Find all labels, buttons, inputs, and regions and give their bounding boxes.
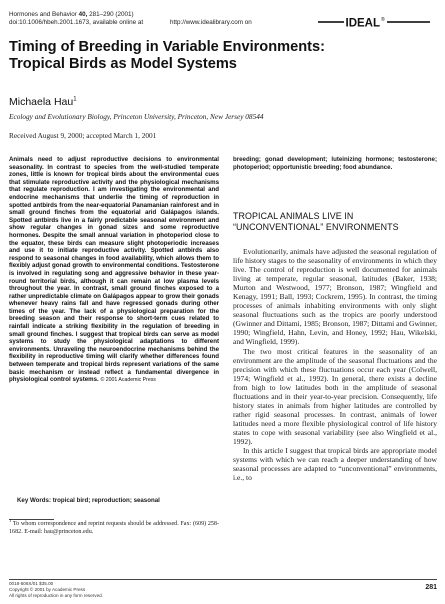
abstract-text: Animals need to adjust reproductive decisions to environmental seasonality. In contrast to species from the well-studied temperate zones, little is known for tropical birds about the environmental cues that stimulate reproductive activity and the physiological mechanisms that regulate reproduction. I am investigating the environmental and endocrine mechanisms that underlie the timing of reproduction in spotted antbirds from the near-equatorial Panamanian rainforest and in small ground finches from the equatorial arid Galápagos islands. Spotted antbirds live in a fairly predictable seasonal environment and show regular changes in gonad sizes and some reproductive hormones. Despite the small annual variation in photoperiod close to the equator, these birds can measure slight photoperiodic increases and use it to initiate reproductive activity. Spotted antbirds also respond to seasonal changes in food availability, which allows them to flexibly adjust gonad growth to environmental conditions. Testosterone is involved in regulating song and aggressive behavior in these year-round territorial birds, although it can remain at low plasma levels throughout the year. In contrast, small ground finches exposed to a rather unpredictable climate on Galápagos appear to grow their gonads whenever heavy rains fall and have regressed gonads during other times of the year. The lack of a physiological preparation for the breeding season and their response to short-term cues related to rainfall indicate a striking flexibility in the regulation of breeding in small ground finches. I suggest that tropical birds can serve as model systems to study the physiological adaptations to different environments. Unraveling the neuroendocrine mechanisms behind the flexibility in reproductive timing will clarify whether differences found between temperate and tropical birds represent variations of the same basic mechanism or instead reflect a fundamental divergence in physiological control systems. — [9, 156, 219, 384]
keywords-continued: breeding; gonad development; luteinizing hormone; testosterone; photoperiod; opportunistic breeding; food abundance. — [233, 156, 437, 171]
logo-registered-mark: ® — [381, 17, 385, 23]
body-text — [233, 247, 437, 482]
logo-text: IDEAL — [345, 17, 380, 29]
footer-divider — [9, 579, 437, 580]
received-dates: Received August 9, 2000; accepted March 1, 2001 — [9, 131, 157, 140]
footnote-divider — [9, 519, 54, 520]
section-heading — [233, 211, 437, 233]
paragraph: Evolutionarily, animals have adjusted the seasonal regulation of life history stages to the seasonality of environments in which they live. The control of reproduction is well documented for animals living at temperate, regular seasonal, latitudes (Baker, 1938; Murton and Westwood, 1977; Bronson, 1987; Wingfield and Kenagy, 1991; Ball, 1993; Cockrem, 1995). In contrast, the timing processes of animals inhabiting environments with only slight seasonal fluctuations such as the tropics are poorly understood (Gwinner and Dittami, 1985; Bronson, 1987; Dittami and Gwinner, 1990; Wingfield, Hahn, Levin, and Honey, 1992; Hau, Wikelski, and Wingfield, 1999). — [233, 247, 437, 347]
footnote-mark: 1 — [9, 518, 12, 523]
footnote-text: To whom correspondence and reprint requests should be addressed. Fax: (609) 258-1682. E-mail: hau@princeton.edu. — [9, 521, 219, 535]
keywords-start: Key Words: tropical bird; reproduction; seasonal — [17, 497, 160, 504]
abstract — [9, 156, 219, 385]
author-footnote-mark: 1 — [73, 96, 77, 103]
affiliation: Ecology and Evolutionary Biology, Princeton University, Princeton, New Jersey 08544 — [9, 112, 264, 121]
title-line: Timing of Breeding in Variable Environments: — [9, 39, 325, 55]
copyright-notice: © 2001 Academic Press — [100, 377, 156, 384]
title-line: Tropical Birds as Model Systems — [9, 56, 237, 72]
paragraph: In this article I suggest that tropical birds are appropriate model systems with which we can reach a deeper understanding of how seasonal processes are adapted to “unconventional” environments, i.e., to — [233, 446, 437, 483]
author — [9, 96, 77, 108]
correspondence-footnote — [9, 518, 219, 536]
heading-line: TROPICAL ANIMALS LIVE IN — [233, 211, 354, 221]
article-title — [9, 39, 429, 73]
page-number: 281 — [425, 584, 437, 591]
paragraph: The two most critical features in the seasonality of an environment are the amplitude of the seasonal fluctuations and the precision with which these fluctuations occur each year (Colwell, 1974; Wingfield et al., 1992). In general, there exists a decline from high to low latitudes both in the amplitude of seasonal fluctuations and in their year-to-year precision. Consequently, life history states in animals from higher latitudes are controlled by rather rigid seasonal processes. In contrast, animals of lower latitudes need a more flexible physiological control of life history states to cope with seasonal variability (see also Wingfield et al., 1992). — [233, 346, 437, 446]
doi-line: doi:10.1006/hbeh.2001.1673, available online at — [9, 19, 144, 26]
publication-info: 0018-506X/01 $35.00 Copyright © 2001 by Academic Press All rights of reproduction in any form reserved. — [9, 581, 103, 598]
library-url: http://www.idealibrary.com on — [170, 19, 252, 26]
journal-citation: Hormones and Behavior 40, 281–290 (2001) — [9, 11, 134, 18]
heading-line: “UNCONVENTIONAL” ENVIRONMENTS — [233, 222, 399, 232]
author-name: Michaela Hau — [9, 96, 74, 108]
ideal-logo — [318, 15, 430, 29]
